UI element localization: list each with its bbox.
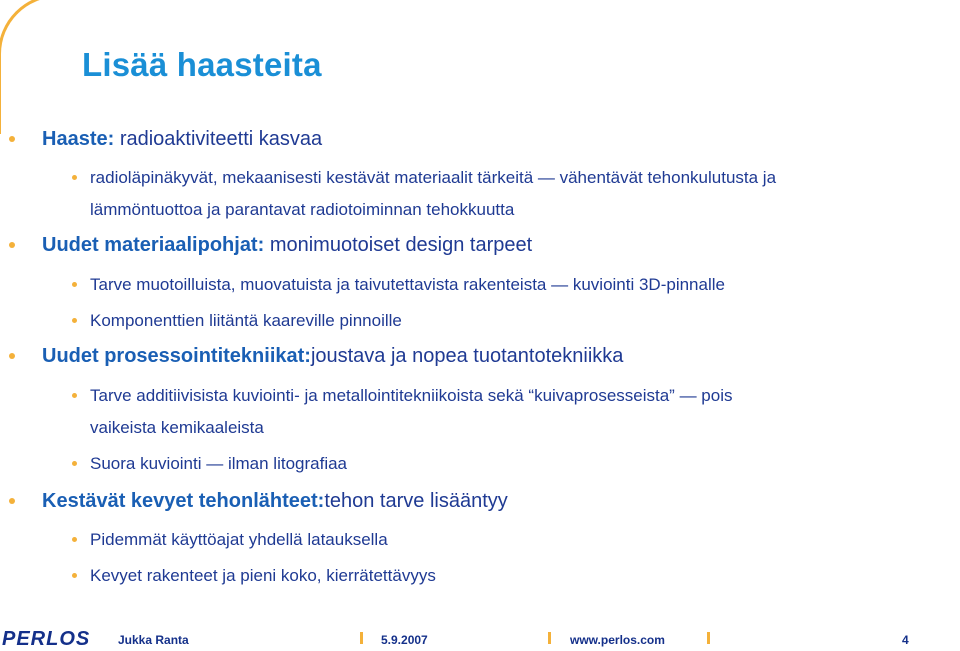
bullet-text: tehon tarve lisääntyy — [324, 490, 508, 512]
footer-separator — [548, 632, 551, 644]
bullet-dot — [9, 353, 15, 359]
sub-bullet-dot — [72, 175, 77, 180]
footer-separator — [707, 632, 710, 644]
bullet-prosessointitekniikat — [42, 345, 623, 368]
sub-bullet-text: Pidemmät käyttöajat yhdellä latauksella — [90, 530, 388, 549]
company-logo: PERLOS — [2, 628, 91, 650]
bullet-heading: Haaste: — [42, 128, 115, 150]
sub-bullet-dot — [72, 393, 77, 398]
slide-title: Lisää haasteita — [82, 46, 322, 83]
sub-bullet-dot — [72, 461, 77, 466]
sub-bullet-text: Kevyet rakenteet ja pieni koko, kierrätettävyys — [90, 566, 436, 585]
slide-footer — [0, 622, 960, 650]
sub-bullet — [90, 454, 347, 474]
sub-bullet-dot — [72, 282, 77, 287]
sub-bullet — [90, 311, 402, 331]
bullet-dot — [9, 242, 15, 248]
sub-bullet — [90, 168, 776, 188]
sub-bullet-text: Komponenttien liitäntä kaareville pinnoille — [90, 311, 402, 330]
bullet-tehonlahteet — [42, 490, 508, 513]
sub-bullet — [90, 275, 725, 295]
sub-bullet-text: radioläpinäkyvät, mekaanisesti kestävät materiaalit tärkeitä — vähentävät tehonkulutusta ja — [90, 168, 777, 187]
footer-author: Jukka Ranta — [118, 633, 189, 647]
sub-bullet-text: Tarve additiivisista kuviointi- ja metallointitekniikoista sekä “kuivaprosesseista” — pois — [90, 386, 733, 405]
page-number: 4 — [902, 633, 909, 647]
sub-bullet-dot — [72, 573, 77, 578]
bullet-materiaalipohjat — [42, 234, 532, 257]
sub-bullet-text: Suora kuviointi — ilman litografiaa — [90, 454, 348, 473]
bullet-text: radioaktiviteetti kasvaa — [114, 128, 323, 150]
bullet-dot — [9, 498, 15, 504]
sub-bullet — [90, 530, 388, 550]
sub-bullet-text: Tarve muotoilluista, muovatuista ja taivutettavista rakenteista — kuviointi 3D-pinnalle — [90, 275, 725, 294]
sub-bullet-continuation: vaikeista kemikaaleista — [90, 418, 264, 437]
footer-website[interactable]: www.perlos.com — [570, 633, 665, 647]
sub-bullet-continuation: lämmöntuottoa ja parantavat radiotoiminnan tehokkuutta — [90, 200, 515, 219]
bullet-heading: Uudet materiaalipohjat: — [42, 234, 265, 256]
sub-bullet-dot — [72, 318, 77, 323]
sub-bullet — [90, 566, 436, 586]
footer-date: 5.9.2007 — [381, 633, 428, 647]
bullet-text: joustava ja nopea tuotantotekniikka — [310, 345, 624, 367]
footer-separator — [360, 632, 363, 644]
bullet-heading: Kestävät kevyet tehonlähteet: — [42, 490, 325, 512]
bullet-text: monimuotoiset design tarpeet — [264, 234, 533, 256]
bullet-heading: Uudet prosessointitekniikat: — [42, 345, 311, 367]
sub-bullet — [90, 386, 732, 406]
sub-bullet-dot — [72, 537, 77, 542]
bullet-dot — [9, 136, 15, 142]
bullet-haaste — [42, 128, 322, 151]
